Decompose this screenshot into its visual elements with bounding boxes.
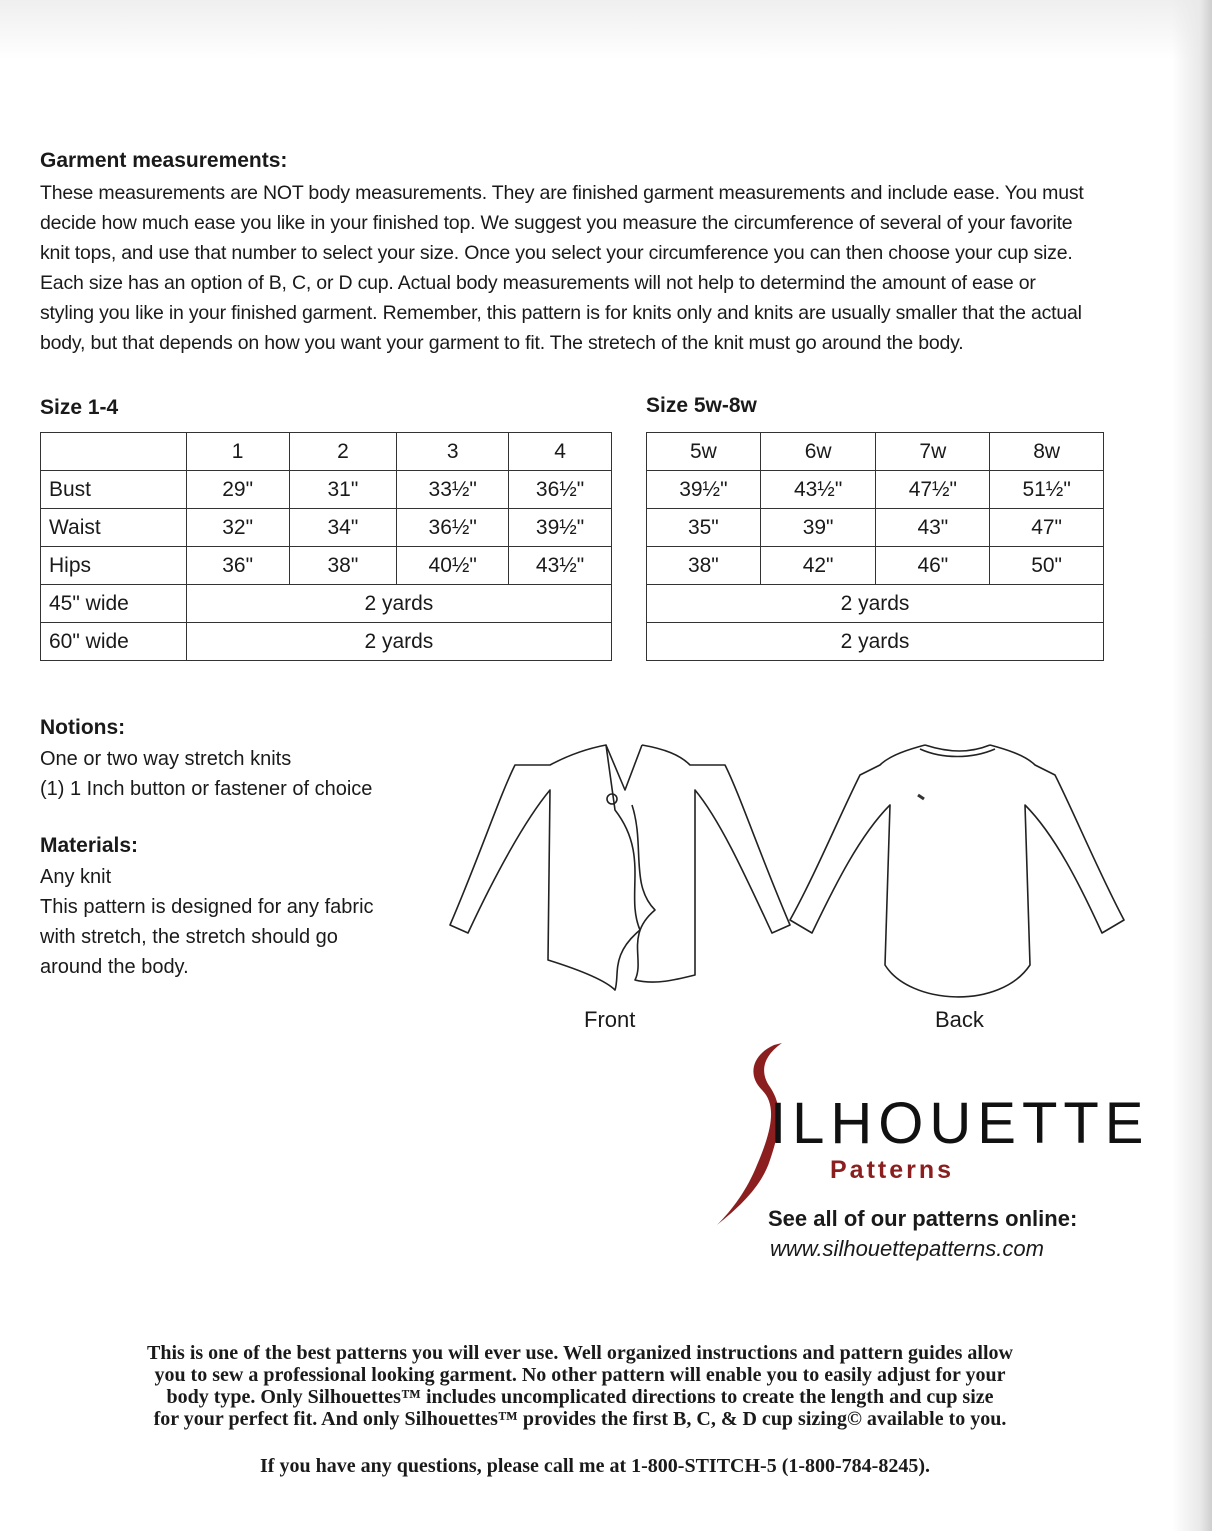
promo-line: body type. Only Silhouettes™ includes uncomplicated directions to create the length and cup size bbox=[166, 1386, 994, 1408]
back-label: Back bbox=[935, 1007, 984, 1032]
table-cell: 39" bbox=[760, 509, 876, 547]
table-cell bbox=[41, 433, 187, 471]
table-cell: 50" bbox=[990, 547, 1104, 585]
table-cell: 51½" bbox=[990, 471, 1104, 509]
promo-line: you to sew a professional looking garment. No other pattern will enable you to easily adjust for your bbox=[154, 1364, 1006, 1386]
table-cell: 43½" bbox=[760, 471, 876, 509]
table-cell: 2 bbox=[289, 433, 397, 471]
table-row bbox=[647, 509, 1104, 547]
table-row bbox=[647, 547, 1104, 585]
table-cell: 5w bbox=[647, 433, 761, 471]
size-table-1-4 bbox=[40, 432, 612, 661]
logo-subtitle: Patterns bbox=[830, 1156, 955, 1184]
table-row bbox=[41, 547, 612, 585]
table-cell: 36½" bbox=[397, 509, 509, 547]
table-cell: 40½" bbox=[397, 547, 509, 585]
garment-line: body, but that depends on how you want your garment to fit. The stretech of the knit must go around the body. bbox=[40, 332, 964, 354]
materials-line: with stretch, the stretch should go bbox=[40, 926, 338, 948]
contact-line: If you have any questions, please call me at 1-800-STITCH-5 (1-800-784-8245). bbox=[260, 1455, 930, 1477]
online-label: See all of our patterns online: bbox=[768, 1206, 1078, 1231]
table-cell: 42" bbox=[760, 547, 876, 585]
table-cell: 60" wide bbox=[41, 623, 187, 661]
scan-shadow-top bbox=[0, 0, 1212, 60]
table-cell: 47½" bbox=[876, 471, 990, 509]
logo-wordmark: ILHOUETTE bbox=[770, 1091, 1150, 1156]
materials-line: This pattern is designed for any fabric bbox=[40, 896, 374, 918]
table-cell: 3 bbox=[397, 433, 509, 471]
table-cell: 4 bbox=[509, 433, 612, 471]
table-cell: 1 bbox=[186, 433, 289, 471]
garment-title: Garment measurements: bbox=[40, 149, 288, 172]
garment-line: decide how much ease you like in your finished top. We suggest you measure the circumference of several of your favorite bbox=[40, 212, 1073, 234]
table-cell: 34" bbox=[289, 509, 397, 547]
garment-paragraph bbox=[40, 178, 1084, 358]
front-label: Front bbox=[584, 1007, 636, 1032]
table-header-row bbox=[647, 433, 1104, 471]
materials-line: around the body. bbox=[40, 956, 189, 978]
garment-illustration bbox=[440, 735, 1130, 1010]
promo-paragraph bbox=[40, 1342, 1120, 1430]
notions-list bbox=[40, 744, 372, 804]
materials-title: Materials: bbox=[40, 834, 139, 857]
table-cell: 31" bbox=[289, 471, 397, 509]
table-cell: 7w bbox=[876, 433, 990, 471]
table-cell: 32" bbox=[186, 509, 289, 547]
promo-line: This is one of the best patterns you will ever use. Well organized instructions and pattern guides allow bbox=[147, 1342, 1013, 1364]
table-cell: 2 yards bbox=[186, 585, 611, 623]
garment-line: Each size has an option of B, C, or D cup. Actual body measurements will not help to determind the amount of ease or bbox=[40, 272, 1036, 294]
table-row bbox=[41, 509, 612, 547]
table-cell: Bust bbox=[41, 471, 187, 509]
notions-title: Notions: bbox=[40, 716, 126, 739]
table-row bbox=[41, 471, 612, 509]
table-cell: 33½" bbox=[397, 471, 509, 509]
promo-line: for your perfect fit. And only Silhouettes™ provides the first B, C, & D cup sizing© available to you. bbox=[153, 1408, 1007, 1430]
table-cell: 45" wide bbox=[41, 585, 187, 623]
back-view-drawing bbox=[790, 745, 1124, 997]
table2-title: Size 5w-8w bbox=[646, 394, 757, 417]
table-cell: 2 yards bbox=[647, 623, 1104, 661]
garment-line: These measurements are NOT body measurements. They are finished garment measurements and include ease. You must bbox=[40, 182, 1084, 204]
table-row bbox=[647, 623, 1104, 661]
table-cell: 6w bbox=[760, 433, 876, 471]
table-cell: 2 yards bbox=[647, 585, 1104, 623]
website-link[interactable]: www.silhouettepatterns.com bbox=[770, 1236, 1044, 1261]
garment-line: knit tops, and use that number to select your size. Once you select your circumference you can then choose your cup size. bbox=[40, 242, 1073, 264]
table-cell: 46" bbox=[876, 547, 990, 585]
table-cell: 2 yards bbox=[186, 623, 611, 661]
size-table-5w-8w bbox=[646, 432, 1104, 661]
table-cell: 35" bbox=[647, 509, 761, 547]
table-cell: 29" bbox=[186, 471, 289, 509]
table-cell: 8w bbox=[990, 433, 1104, 471]
table-header-row bbox=[41, 433, 612, 471]
garment-line: styling you like in your finished garment. Remember, this pattern is for knits only and knits are usually smaller that the actual bbox=[40, 302, 1082, 324]
table-row bbox=[41, 623, 612, 661]
table-cell: 39½" bbox=[509, 509, 612, 547]
materials-line: Any knit bbox=[40, 866, 112, 888]
table-cell: Waist bbox=[41, 509, 187, 547]
table-cell: 43" bbox=[876, 509, 990, 547]
table1-title: Size 1-4 bbox=[40, 396, 119, 419]
table-row bbox=[41, 585, 612, 623]
table-cell: 39½" bbox=[647, 471, 761, 509]
scan-shadow-edge bbox=[1172, 0, 1212, 1531]
stain-mark bbox=[918, 795, 924, 799]
table-row bbox=[647, 471, 1104, 509]
table-cell: 43½" bbox=[509, 547, 612, 585]
materials-list bbox=[40, 862, 374, 982]
table-cell: 38" bbox=[647, 547, 761, 585]
table-cell: 36½" bbox=[509, 471, 612, 509]
front-view-drawing bbox=[450, 745, 790, 990]
table-cell: 38" bbox=[289, 547, 397, 585]
table-row bbox=[647, 585, 1104, 623]
table-cell: 36" bbox=[186, 547, 289, 585]
table-cell: 47" bbox=[990, 509, 1104, 547]
table-cell: Hips bbox=[41, 547, 187, 585]
notions-line: One or two way stretch knits bbox=[40, 748, 292, 770]
notions-line: (1) 1 Inch button or fastener of choice bbox=[40, 778, 373, 800]
